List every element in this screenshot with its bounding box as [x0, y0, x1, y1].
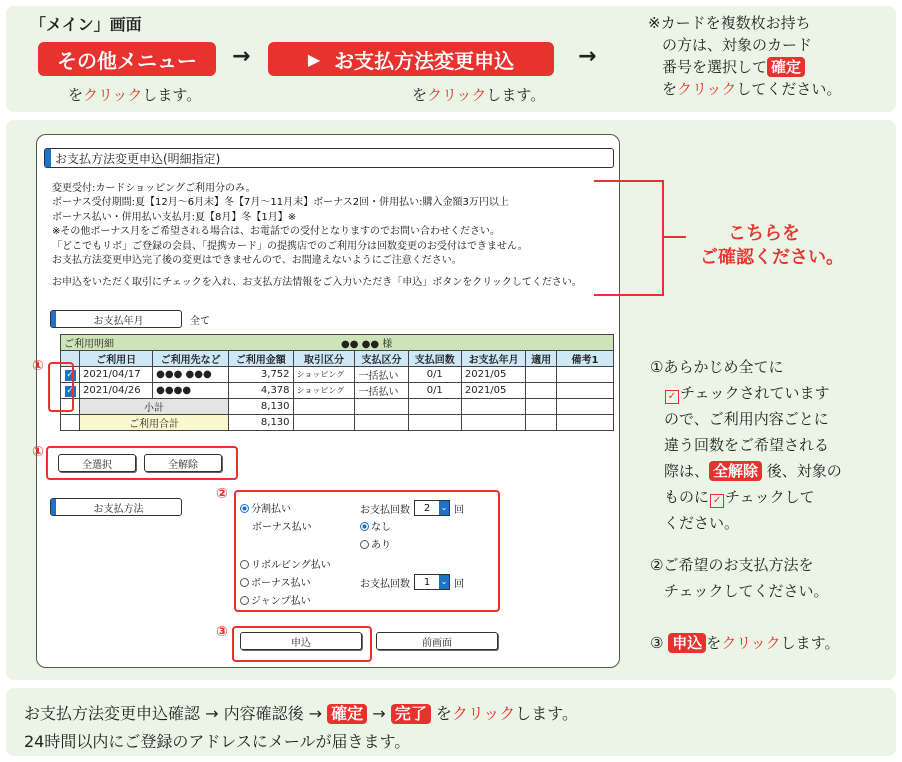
cell-month: 2021/05 — [461, 367, 526, 383]
radio-selected-icon — [240, 504, 249, 513]
cell-kind: ショッピング — [293, 367, 355, 383]
note-2: ②ご希望のお支払方法を チェックしてください。 — [650, 556, 829, 600]
cell-date: 2021/04/26 — [80, 383, 153, 399]
total-value: 8,130 — [229, 415, 294, 431]
marker-1-table: ① — [32, 358, 44, 374]
col-note: 備考1 — [557, 351, 614, 367]
other-menu-button[interactable]: その他メニュー — [38, 42, 216, 76]
total-label: ご利用合計 — [80, 415, 229, 431]
arrow-icon: → — [232, 44, 251, 69]
table-row — [61, 367, 614, 383]
click-instruction-2: をクリックします。 — [412, 86, 546, 104]
select-all-button[interactable]: 全選択 — [58, 454, 136, 472]
payment-change-label: お支払方法変更申込 — [334, 48, 515, 73]
account-name: ●● ●● 様 — [341, 339, 393, 350]
callout-line-pointer — [662, 236, 686, 238]
radio-icon — [240, 596, 249, 605]
split-count-control: お支払回数 2 ⌄ 回 — [360, 500, 464, 516]
table-row — [61, 383, 614, 399]
cell-note — [557, 367, 614, 383]
radio-icon — [240, 578, 249, 587]
cell-pay: 一括払い — [355, 383, 408, 399]
cell-shop: ●●●● — [153, 383, 229, 399]
col-apply: 適用 — [526, 351, 557, 367]
screen-title-bar — [44, 148, 614, 168]
callout-line-bottom — [594, 294, 664, 296]
callout-line-vertical — [662, 180, 664, 296]
option-none[interactable]: なし — [360, 518, 391, 533]
statement-table — [60, 334, 614, 431]
marker-1-buttons: ① — [32, 444, 44, 460]
confirm-badge: 確定 — [327, 704, 367, 724]
multiple-card-note: ※カードを複数枚お持ち の方は、対象のカード 番号を選択して 確定 をクリックしてください。 — [648, 14, 842, 98]
radio-icon — [360, 540, 369, 549]
complete-badge: 完了 — [391, 704, 431, 724]
confirm-badge: 確定 — [767, 57, 805, 77]
cell-apply — [526, 383, 557, 399]
info-text: 変更受付:カードショッピングご利用分のみ。 ボーナス受付期間:夏【12月〜6月末】冬【7月〜11月末】ボーナス2回・併用払い:購入金額3万円以上 ボーナス払い・併用払い支払月:夏【8月】冬【1月】※ ※その他ボーナス月をご希望される場合は、お電話での受付となりますのでお問い合わせください。 「どこでもリボ」ご登録の会員、「提携カード」の提携店でのご利用分は回数変更のお受付はできません。 お支払方法変更申込完了後の変更はできませんので、お間違えないようにご注意ください。 お申込をいただく取引にチェックを入れ、お支払方法情報をご入力いただき「申込」ボタンをクリックしてください。 — [52, 183, 582, 289]
note-3: ③ 申込 をクリックします。 — [650, 634, 840, 652]
subtotal-value: 8,130 — [229, 399, 294, 415]
option-yes[interactable]: あり — [360, 536, 391, 551]
check-icon: ✓ — [710, 494, 724, 508]
check-icon: ✓ — [665, 390, 679, 404]
payment-year-value: 全て — [190, 316, 210, 327]
cell-kind: ショッピング — [293, 383, 355, 399]
callout-line-top — [594, 180, 664, 182]
cell-shop: ●●● ●●● — [153, 367, 229, 383]
note-1: ①あらかじめ全てに ✓ チェックされています ので、ご利用内容ごとに 違う回数をご希望される 際は、 全解除 後、対象の ものに ✓ チェックして ください。 — [650, 358, 842, 532]
screen-label: 「メイン」画面 — [30, 15, 142, 34]
cell-count: 0/1 — [408, 383, 461, 399]
option-revolving[interactable]: リボルビング払い — [240, 556, 331, 571]
table-header-row — [61, 351, 614, 367]
screen-title: お支払方法変更申込(明細指定) — [55, 151, 221, 166]
back-button[interactable]: 前画面 — [376, 632, 498, 650]
cell-amount: 3,752 — [229, 367, 294, 383]
apply-badge: 申込 — [668, 633, 706, 653]
checkbox-highlight — [48, 362, 74, 412]
radio-selected-icon — [360, 522, 369, 531]
option-jump[interactable]: ジャンプ払い — [240, 592, 311, 607]
marker-2: ② — [216, 486, 228, 502]
chevron-down-icon: ⌄ — [439, 501, 449, 515]
split-count-select[interactable]: 2 ⌄ — [414, 500, 450, 516]
row-checkbox[interactable]: ✓ — [66, 369, 74, 380]
total-row — [61, 415, 614, 431]
bonus-sub-label: ボーナス払い — [252, 522, 312, 533]
col-pay: 支払区分 — [355, 351, 408, 367]
cell-apply — [526, 367, 557, 383]
cell-count: 0/1 — [408, 367, 461, 383]
payment-method-label: お支払方法 — [50, 498, 182, 516]
deselect-all-button[interactable]: 全解除 — [144, 454, 222, 472]
marker-3: ③ — [216, 624, 228, 640]
cell-amount: 4,378 — [229, 383, 294, 399]
callout-text: こちらを ご確認ください。 — [700, 223, 844, 268]
col-amount: ご利用金額 — [229, 351, 294, 367]
option-split[interactable]: 分割払い — [240, 500, 291, 515]
col-shop: ご利用先など — [153, 351, 229, 367]
col-kind: 取引区分 — [293, 351, 355, 367]
arrow-icon-2: → — [578, 44, 597, 69]
click-instruction-1: をクリックします。 — [68, 86, 202, 104]
apply-button[interactable]: 申込 — [240, 632, 362, 650]
cell-note — [557, 383, 614, 399]
col-date: ご利用日 — [80, 351, 153, 367]
col-month: お支払年月 — [461, 351, 526, 367]
play-triangle-icon: ▶ — [307, 49, 321, 69]
cell-date: 2021/04/17 — [80, 367, 153, 383]
option-bonus[interactable]: ボーナス払い — [240, 574, 311, 589]
deselect-all-badge: 全解除 — [709, 461, 762, 481]
cell-pay: 一括払い — [355, 367, 408, 383]
radio-icon — [240, 560, 249, 569]
subtotal-label: 小計 — [80, 399, 229, 415]
chevron-down-icon: ⌄ — [439, 575, 449, 589]
payment-year-label: お支払年月 — [50, 310, 182, 328]
subtotal-row — [61, 399, 614, 415]
bonus-count-select[interactable]: 1 ⌄ — [414, 574, 450, 590]
table-caption-row — [61, 335, 614, 351]
bonus-count-control: お支払回数 1 ⌄ 回 — [360, 574, 464, 590]
table-caption: ご利用明細 — [64, 339, 114, 350]
payment-change-button[interactable] — [268, 42, 554, 76]
cell-month: 2021/05 — [461, 383, 526, 399]
bottom-instruction-text: お支払方法変更申込確認 → 内容確認後 → 確定 → 完了 をクリックします。 24時間以内にご登録のアドレスにメールが届きます。 — [24, 704, 578, 751]
col-count: 支払回数 — [408, 351, 461, 367]
row-checkbox[interactable]: ✓ — [66, 385, 74, 396]
